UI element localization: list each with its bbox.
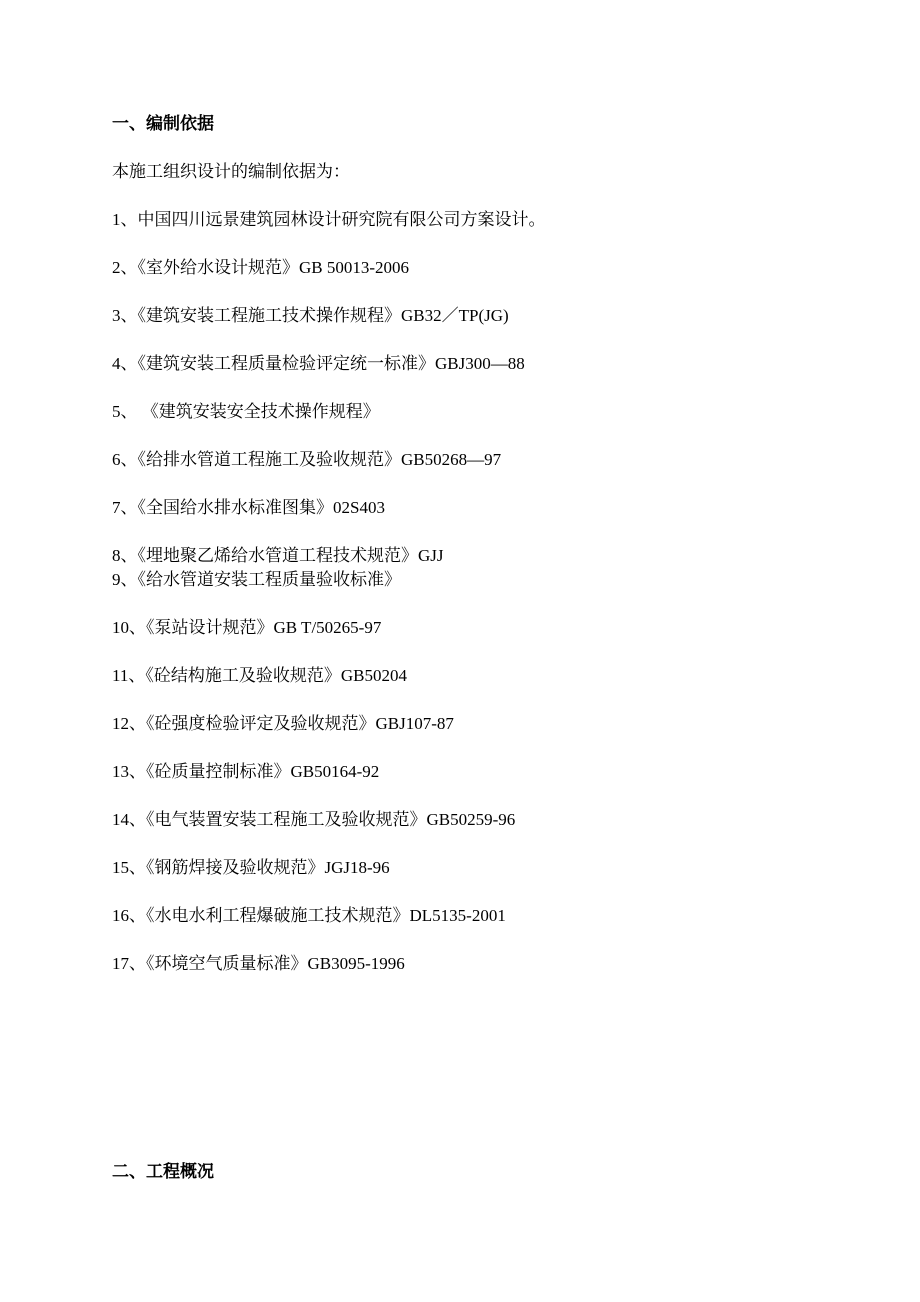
intro-text: 本施工组织设计的编制依据为：	[112, 162, 350, 181]
list-item: 12、《砼强度检验评定及验收规范》GBJ107-87	[112, 714, 454, 733]
list-item: 8、《埋地聚乙烯给水管道工程技术规范》GJJ	[112, 546, 444, 565]
list-item: 14、《电气装置安装工程施工及验收规范》GB50259-96	[112, 810, 516, 829]
list-item: 2、《室外给水设计规范》GB 50013-2006	[112, 258, 410, 277]
list-item: 5、 《建筑安装安全技术操作规程》	[112, 402, 380, 421]
list-item: 17、《环境空气质量标准》GB3095-1996	[112, 954, 405, 973]
list-item: 10、《泵站设计规范》GB T/50265-97	[112, 618, 382, 637]
list-item: 1、中国四川远景建筑园林设计研究院有限公司方案设计。	[112, 210, 546, 229]
list-item: 11、《砼结构施工及验收规范》GB50204	[112, 666, 407, 685]
list-item: 13、《砼质量控制标准》GB50164-92	[112, 762, 380, 781]
section-heading-overview: 二、工程概况	[112, 1162, 214, 1181]
section-heading-basis: 一、编制依据	[112, 114, 214, 133]
list-item: 15、《钢筋焊接及验收规范》JGJ18-96	[112, 858, 390, 877]
list-item: 9、《给水管道安装工程质量验收标准》	[112, 570, 401, 589]
list-item: 4、《建筑安装工程质量检验评定统一标准》GBJ300—88	[112, 354, 525, 373]
list-item: 3、《建筑安装工程施工技术操作规程》GB32／TP(JG)	[112, 306, 509, 325]
list-item: 6、《给排水管道工程施工及验收规范》GB50268—97	[112, 450, 502, 469]
list-item: 16、《水电水利工程爆破施工技术规范》DL5135-2001	[112, 906, 506, 925]
list-item: 7、《全国给水排水标准图集》02S403	[112, 498, 385, 517]
